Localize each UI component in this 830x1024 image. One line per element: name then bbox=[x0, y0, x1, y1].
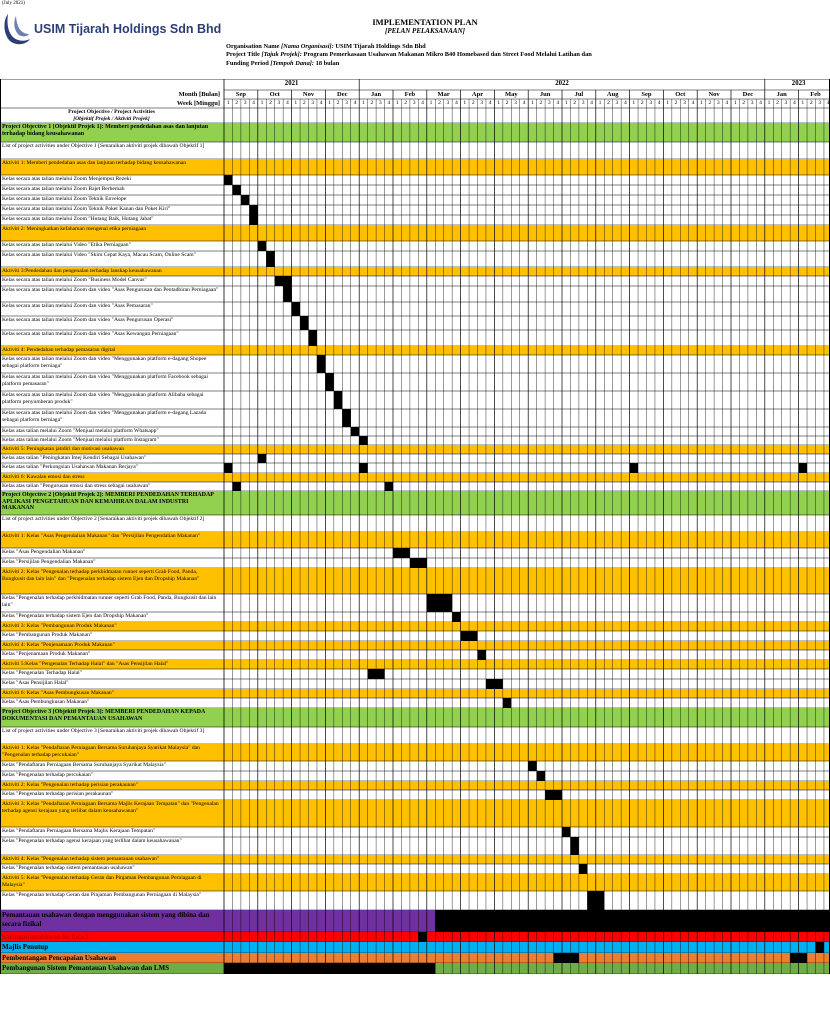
row-label-objective: Project Objective 2 [Objektif Projek 2]: MEMBERI PENDEDAHAN TERHADAP APLIKASI PENGETAHUAN DAN KEMAHIRAN DALAM INDUSTRI MAKANAN bbox=[2, 492, 214, 511]
week-number: 2 bbox=[809, 100, 813, 106]
week-number: 4 bbox=[792, 100, 796, 106]
week-number: 1 bbox=[429, 100, 433, 106]
gantt-bar bbox=[427, 594, 452, 612]
week-number: 1 bbox=[531, 100, 534, 106]
week-number: 2 bbox=[505, 100, 509, 106]
week-number: 4 bbox=[691, 100, 695, 106]
month-label: Dec bbox=[337, 91, 348, 98]
row-label-activity: Aktiviti 5: Peningkatan jatidiri dan motivasi usahawan bbox=[2, 446, 125, 452]
row-label-plain: Kelas "Pengenalan Terhadap Halal" bbox=[2, 670, 83, 676]
week-number: 3 bbox=[243, 100, 247, 106]
week-number: 3 bbox=[446, 100, 450, 106]
row-label-plain: Kelas "Pembangunan Produk Makanan" bbox=[2, 632, 93, 638]
project-row: Project Title [Tajuk Projek]: Program Pemerkasaan Usahawan Makanan Mikro B40 Homebased dan Street Food Melalui Latihan dan bbox=[226, 51, 592, 59]
week-number: 1 bbox=[328, 100, 331, 106]
month-label: Feb bbox=[810, 91, 821, 98]
week-number: 4 bbox=[387, 100, 391, 106]
gantt-bar bbox=[258, 454, 266, 463]
row-label-closing: Majlis Penutup bbox=[2, 943, 49, 951]
funding-row: Funding Period [Tempoh Dana]: 18 bulan bbox=[226, 59, 340, 67]
activity-column-subtitle: [Objektif Projek / Aktiviti Projek] bbox=[73, 115, 150, 122]
week-number: 1 bbox=[463, 100, 467, 106]
row-label-plain: Kelas secara atas talian melalui Zoom dan video "Asas Kewangan Perniagaan" bbox=[2, 331, 179, 337]
week-number: 1 bbox=[564, 100, 568, 106]
week-number: 4 bbox=[556, 100, 560, 106]
gantt-bar bbox=[334, 391, 342, 409]
gantt-bar bbox=[317, 355, 325, 373]
gantt-bar bbox=[351, 427, 359, 436]
week-number: 4 bbox=[623, 100, 627, 106]
week-number: 3 bbox=[547, 100, 551, 106]
org-logo bbox=[0, 10, 225, 48]
gantt-bar bbox=[300, 316, 308, 330]
month-label: Jul bbox=[574, 91, 584, 98]
month-label: Dec bbox=[742, 91, 754, 98]
row-label-plain: Kelas secara atas talian melalui Zoom Teknik Envelope bbox=[2, 196, 127, 202]
week-number: 4 bbox=[421, 100, 424, 106]
gantt-bar bbox=[562, 827, 570, 837]
row-label-activity: Aktiviti 4: Pendedahan terhadap pemasaran digital bbox=[2, 347, 116, 353]
gantt-bar bbox=[630, 463, 638, 473]
row-label-plain: Kelas secara atas talian melalui Zoom "Business Model Canvas" bbox=[2, 277, 147, 283]
row-label-activity: Aktiviti 5: Kelas "Pengenalan terhadap Geran dan Pinjaman Pembangunan Perniagaan di Malaysia" bbox=[2, 875, 202, 888]
row-label-activity: Aktiviti 2: Kelas "Pengenalan terhadap perisian perakaunan" bbox=[2, 782, 138, 788]
week-number: 3 bbox=[784, 100, 788, 106]
row-label-plain: Kelas "Pendaftaran Perniagaan Bersama Suruhanjaya Syarikat Malaysia" bbox=[2, 762, 166, 768]
row-label-presentation: Pembentangan Pencapaian Usahawan bbox=[2, 954, 116, 962]
row-label-plain: Kelas "Pengenalan terhadap percukaian" bbox=[2, 772, 94, 778]
row-label-plain: Kelas atas talian melalui Zoom "Menjual melalui platform Whatsapp" bbox=[2, 428, 159, 434]
week-number: 3 bbox=[716, 100, 720, 106]
week-number: 3 bbox=[750, 100, 754, 106]
row-label-plain: Kelas "Pengenalan terhadap Geran dan Pinjaman Pembangunan Perniagaan di Malaysia" bbox=[2, 892, 202, 898]
week-number: 1 bbox=[362, 100, 365, 106]
row-label-plain: Kelas "Pengenalan terhadap sistem Ejen dan Dropship Makanan" bbox=[2, 613, 149, 619]
week-number: 4 bbox=[252, 100, 255, 106]
week-number: 3 bbox=[311, 100, 315, 106]
row-label-lms: Pembangunan Sistem Pemantauan Usahawan dan LMS bbox=[2, 964, 170, 972]
row-label-plain: Kelas secara atas talian melalui Zoom Bajet Berhemah bbox=[2, 186, 125, 192]
week-number: 2 bbox=[302, 100, 306, 106]
gantt-bar bbox=[309, 330, 317, 346]
week-number: 3 bbox=[581, 100, 585, 106]
row-label-activity: Aktiviti 1: Memberi pendedahan asas dan lanjutan terhadap bidang keusahawanan bbox=[2, 160, 187, 166]
row-label-networking: Saringan usahawan ke fasa 2 bbox=[2, 933, 89, 941]
row-label-plain: Kelas "Pengenalan terhadap agensi kerajaan yang terlibat dalam keusahawanan" bbox=[2, 838, 182, 844]
week-number: 4 bbox=[826, 100, 830, 106]
row-label-plain: Kelas secara atas talian melalui Zoom dan video "Asas Pemasaran" bbox=[2, 303, 153, 309]
week-number: 2 bbox=[336, 100, 340, 106]
gantt-table bbox=[0, 79, 830, 974]
week-number: 2 bbox=[607, 100, 610, 106]
month-label: Sep bbox=[235, 91, 246, 98]
month-label: May bbox=[504, 91, 518, 98]
week-number: 3 bbox=[818, 100, 822, 106]
gantt-bar bbox=[385, 482, 393, 491]
week-number: 3 bbox=[480, 100, 484, 106]
week-number: 1 bbox=[767, 100, 771, 106]
row-label-plain: Kelas atas talian "Peningkatan Imej Kendiri Sebagai Usahawan" bbox=[2, 455, 147, 461]
gantt-bar bbox=[292, 302, 300, 316]
row-label-activity: Aktiviti 3: Kelas "Pendaftaran Perniagaan Bersama Majlis Kerajaan Tempatan" dan "Pengenalan terhadap agensi kerajaan yang terlibat dalam keusahawanan" bbox=[2, 801, 219, 814]
week-number: 1 bbox=[632, 100, 636, 106]
week-number: 4 bbox=[353, 100, 357, 106]
gantt-bar bbox=[570, 837, 578, 855]
week-number: 2 bbox=[742, 100, 746, 106]
week-number: 4 bbox=[319, 100, 323, 106]
week-number: 1 bbox=[294, 100, 298, 106]
row-label-activity: Aktiviti 3: Kelas "Pembangunan Produk Makanan" bbox=[2, 623, 117, 629]
row-label-plain: Kelas secara atas talian melalui Zoom "Hutang Baik, Hutang Jahat" bbox=[2, 216, 154, 222]
year-label: 2023 bbox=[791, 80, 806, 87]
gantt-bar bbox=[537, 771, 545, 781]
month-label: Nov bbox=[708, 91, 720, 98]
row-label-plain: Kelas secara atas talian melalui Zoom dan video "Menggunakan platform e-dagang Lazada sebagai platform berniaga" bbox=[2, 410, 207, 423]
gantt-bar bbox=[816, 942, 824, 953]
row-label-plain: Kelas atas talian melalui Zoom "Menjual melalui platform Instagram" bbox=[2, 437, 159, 443]
row-label-plain: Kelas secara atas talian melalui Zoom Teknik Poket Kanan dan Poket Kiri” bbox=[2, 206, 171, 212]
row-label-plain: Kelas secara atas talian melalui Zoom dan video "Asas Pengurusan Operasi" bbox=[2, 317, 174, 323]
row-label-plain: Kelas "Penjenamaan Produk Makanan" bbox=[2, 651, 91, 657]
month-label: Jun bbox=[539, 91, 551, 98]
gantt-bar bbox=[232, 185, 240, 195]
month-label: Oct bbox=[675, 91, 686, 98]
version-note: (July 2021) bbox=[2, 1, 25, 6]
week-number: 1 bbox=[395, 100, 399, 106]
row-label-plain: List of project activities under Objective 2 [Senaraikan aktiviti projek dibawah Objektif 2] bbox=[2, 516, 205, 522]
week-number: 4 bbox=[657, 100, 661, 106]
month-label: Feb bbox=[404, 91, 416, 98]
week-number: 2 bbox=[640, 100, 644, 106]
row-label-plain: Kelas secara atas talian melalui Zoom dan video "Menggunakan platform e-dagang Shopee sebagai platform berniaga" bbox=[2, 356, 207, 369]
gantt-bar bbox=[554, 953, 579, 963]
row-label-plain: Kelas "Asas Pengendalian Makanan" bbox=[2, 549, 86, 555]
gantt-bar bbox=[452, 612, 460, 622]
week-number: 4 bbox=[488, 100, 492, 106]
row-label-activity: Aktiviti 6: Kawalan emosi dan stress bbox=[2, 474, 85, 480]
org-row: Organisation Name [Nama Organisasi]: USIM Tijarah Holdings Sdn Bhd bbox=[226, 43, 426, 50]
week-number: 1 bbox=[666, 100, 669, 106]
row-label-plain: Kelas secara atas talian melalui Video "Skim Cepat Kaya, Macau Scam, Online Scam" bbox=[2, 252, 196, 258]
gantt-bar bbox=[249, 205, 257, 215]
row-label-plain: Kelas "Pendaftaran Perniagaan Bersama Majlis Kerajaan Tempatan" bbox=[2, 828, 156, 834]
row-label-activity: Aktiviti 2: Meningkatkan kefahaman mengenai etika perniagaan bbox=[2, 226, 147, 232]
year-label: 2022 bbox=[555, 80, 569, 87]
row-label-activity: Aktiviti 3:Pendedahan dan pengenalan terhadap lanskap keusahawanan bbox=[2, 268, 162, 274]
row-label-plain: Kelas secara atas talian melalui Zoom dan video "Menggunakan platform Alibaba sebagai platform penyumberan produk" bbox=[2, 392, 204, 405]
row-label-plain: Kelas atas talian "Pengurusan emosi dan stress sebagai usahawan" bbox=[2, 483, 151, 489]
project-meta bbox=[226, 43, 826, 68]
week-number: 1 bbox=[260, 100, 264, 106]
gantt-bar bbox=[359, 463, 367, 473]
week-number: 3 bbox=[277, 100, 281, 106]
week-number: 4 bbox=[759, 100, 762, 106]
week-number: 2 bbox=[438, 100, 441, 106]
row-label-plain: Kelas "Pengenalan terhadap sistem pemantauan usahawan" bbox=[2, 865, 135, 871]
row-label-plain: Kelas "Persijilan Pengendalian Makanan" bbox=[2, 559, 96, 565]
week-number: 2 bbox=[539, 100, 543, 106]
org-logo-text: USIM Tijarah Holdings Sdn Bhd bbox=[34, 22, 222, 36]
week-number: 2 bbox=[471, 100, 475, 106]
gantt-bar bbox=[579, 864, 587, 874]
gantt-bar bbox=[325, 373, 333, 391]
week-number: 4 bbox=[522, 100, 526, 106]
usim-logo-icon bbox=[2, 12, 32, 46]
row-label-activity: Aktiviti 6: Kelas "Asas Pembungkusan Makanan" bbox=[2, 690, 114, 696]
week-row-label: Week [Minggu] bbox=[176, 100, 220, 107]
row-label-activity: Aktiviti 1: Kelas "Asas Pengendalian Makanan" dan "Persijilan Pengendalian Makanan" bbox=[2, 533, 201, 539]
row-label-monitor: Pemantauan usahawan dengan menggunakan sistem yang dibina dan secara fizikal bbox=[2, 911, 210, 928]
month-label: Nov bbox=[302, 91, 315, 98]
activity-column-title: Project Objective / Project Activities bbox=[68, 109, 155, 115]
week-number: 2 bbox=[674, 100, 678, 106]
row-label-plain: Kelas secara atas talian melalui Zoom dan video "Asas Pengurusan dan Pentadbiran Perniagaan" bbox=[2, 287, 219, 293]
month-label: Jan bbox=[371, 91, 382, 98]
week-number: 1 bbox=[733, 100, 737, 106]
gantt-bar bbox=[266, 251, 274, 267]
gantt-bar bbox=[359, 436, 367, 445]
week-number: 3 bbox=[514, 100, 517, 106]
row-label-plain: Kelas "Pengenalan terhadap perisian perakaunan" bbox=[2, 791, 114, 797]
week-number: 2 bbox=[370, 100, 374, 106]
row-label-activity: Aktiviti 2: Kelas "Pengenalan terhadap perkhidmatan runner seperti Grab Food, Panda, Bungkusit dan lain lain" dan "Pengenalan terhadap sistem Ejen dan Dropship Makanan" bbox=[2, 569, 200, 582]
week-number: 3 bbox=[615, 100, 619, 106]
gantt-bar bbox=[799, 463, 807, 473]
week-number: 2 bbox=[573, 100, 577, 106]
month-label: Sep bbox=[641, 91, 652, 98]
week-number: 3 bbox=[345, 100, 348, 106]
week-number: 4 bbox=[590, 100, 593, 106]
row-label-objective: Project Objective 1 [Objektif Projek 1]: Memberi pendedahan asas dan lanjutan terhadap bidang keusahawanan bbox=[2, 124, 209, 137]
row-label-plain: Kelas "Pengenalan terhadap perkhidmatan runner seperti Grab Food, Panda, Bungkusit dan lain lain" bbox=[2, 595, 217, 608]
gantt-bar bbox=[224, 963, 435, 974]
week-number: 3 bbox=[649, 100, 653, 106]
month-label: Mar bbox=[437, 91, 450, 98]
week-number: 2 bbox=[404, 100, 408, 106]
month-label: Jan bbox=[776, 91, 787, 98]
gantt-bar bbox=[283, 286, 291, 302]
gantt-bar bbox=[503, 698, 511, 708]
week-number: 3 bbox=[412, 100, 416, 106]
month-row-label: Month [Bulan] bbox=[178, 91, 220, 98]
week-number: 2 bbox=[269, 100, 272, 106]
gantt-bar bbox=[224, 175, 232, 185]
week-number: 2 bbox=[235, 100, 239, 106]
row-label-activity: Aktiviti 4: Kelas "Pengenalan terhadap sistem pemantauan usahawan" bbox=[2, 856, 160, 862]
week-number: 1 bbox=[497, 100, 500, 106]
row-label-plain: Kelas secara atas talian melalui Zoom Menjemput Rezeki bbox=[2, 176, 132, 182]
page-title: IMPLEMENTATION PLAN bbox=[372, 17, 478, 27]
gantt-bar bbox=[232, 482, 240, 491]
row-label-plain: Kelas atas talian "Perkongsian Usahawan Makanan Berjaya" bbox=[2, 464, 138, 470]
gantt-bar bbox=[241, 195, 249, 205]
row-label-activity: Aktiviti 4: Kelas "Penjenamaan Produk Makanan" bbox=[2, 642, 115, 648]
row-label-plain: Kelas "Asas Pembungkusan Makanan" bbox=[2, 699, 90, 705]
row-label-activity: Aktiviti 5:Kelas "Pengenalan Terhadap Halal" dan "Asas Pensijilan Halal" bbox=[2, 661, 169, 667]
week-number: 4 bbox=[725, 100, 729, 106]
year-label: 2021 bbox=[284, 80, 299, 87]
month-label: Aug bbox=[606, 91, 619, 98]
activity-column-header bbox=[2, 109, 221, 122]
week-number: 2 bbox=[776, 100, 779, 106]
week-number: 4 bbox=[454, 100, 458, 106]
row-label-plain: Kelas secara atas talian melalui Video "Etika Perniagaan" bbox=[2, 242, 131, 248]
row-label-objective: Project Objective 3 [Objektif Projek 3]: MEMBERI PENDEDAHAN KEPADA DOKUMENTASI DAN PEMANTAUAN USAHAWAN bbox=[2, 709, 205, 722]
week-number: 4 bbox=[285, 100, 289, 106]
gantt-bar bbox=[224, 463, 232, 473]
gantt-bar bbox=[478, 650, 486, 660]
page-subtitle: [PELAN PELAKSANAAN] bbox=[385, 27, 465, 35]
gantt-bar bbox=[258, 241, 266, 251]
week-number: 1 bbox=[226, 100, 230, 106]
month-label: Apr bbox=[471, 91, 484, 98]
week-number: 3 bbox=[378, 100, 382, 106]
gantt-bar bbox=[249, 215, 257, 225]
week-number: 1 bbox=[700, 100, 703, 106]
row-label-activity: Aktiviti 1: Kelas "Pendaftaran Perniagaan Bersama Suruhanjaya Syarikat Malaysia" dan "Pengenalan terhadap percukaian" bbox=[2, 745, 200, 758]
row-label-plain: Kelas secara atas talian melalui Zoom dan video "Menggunakan platform Facebook sebagai platform pemasaran" bbox=[2, 374, 208, 387]
gantt-bar bbox=[418, 932, 426, 942]
gantt-bar bbox=[342, 409, 350, 427]
row-label-plain: List of project activities under Objective 3 [Senaraikan aktiviti projek dibawah Objektif 3] bbox=[2, 728, 205, 734]
row-label-plain: Kelas "Asas Pensijilan Halal" bbox=[2, 680, 69, 686]
week-number: 3 bbox=[683, 100, 686, 106]
row-label-plain: List of project activities under Objective 1 [Senaraikan aktiviti projek dibawah Objektif 1] bbox=[2, 143, 205, 149]
week-number: 1 bbox=[598, 100, 602, 106]
gantt-bar bbox=[528, 761, 536, 771]
week-number: 2 bbox=[708, 100, 712, 106]
month-label: Oct bbox=[269, 91, 280, 98]
week-number: 1 bbox=[801, 100, 805, 106]
